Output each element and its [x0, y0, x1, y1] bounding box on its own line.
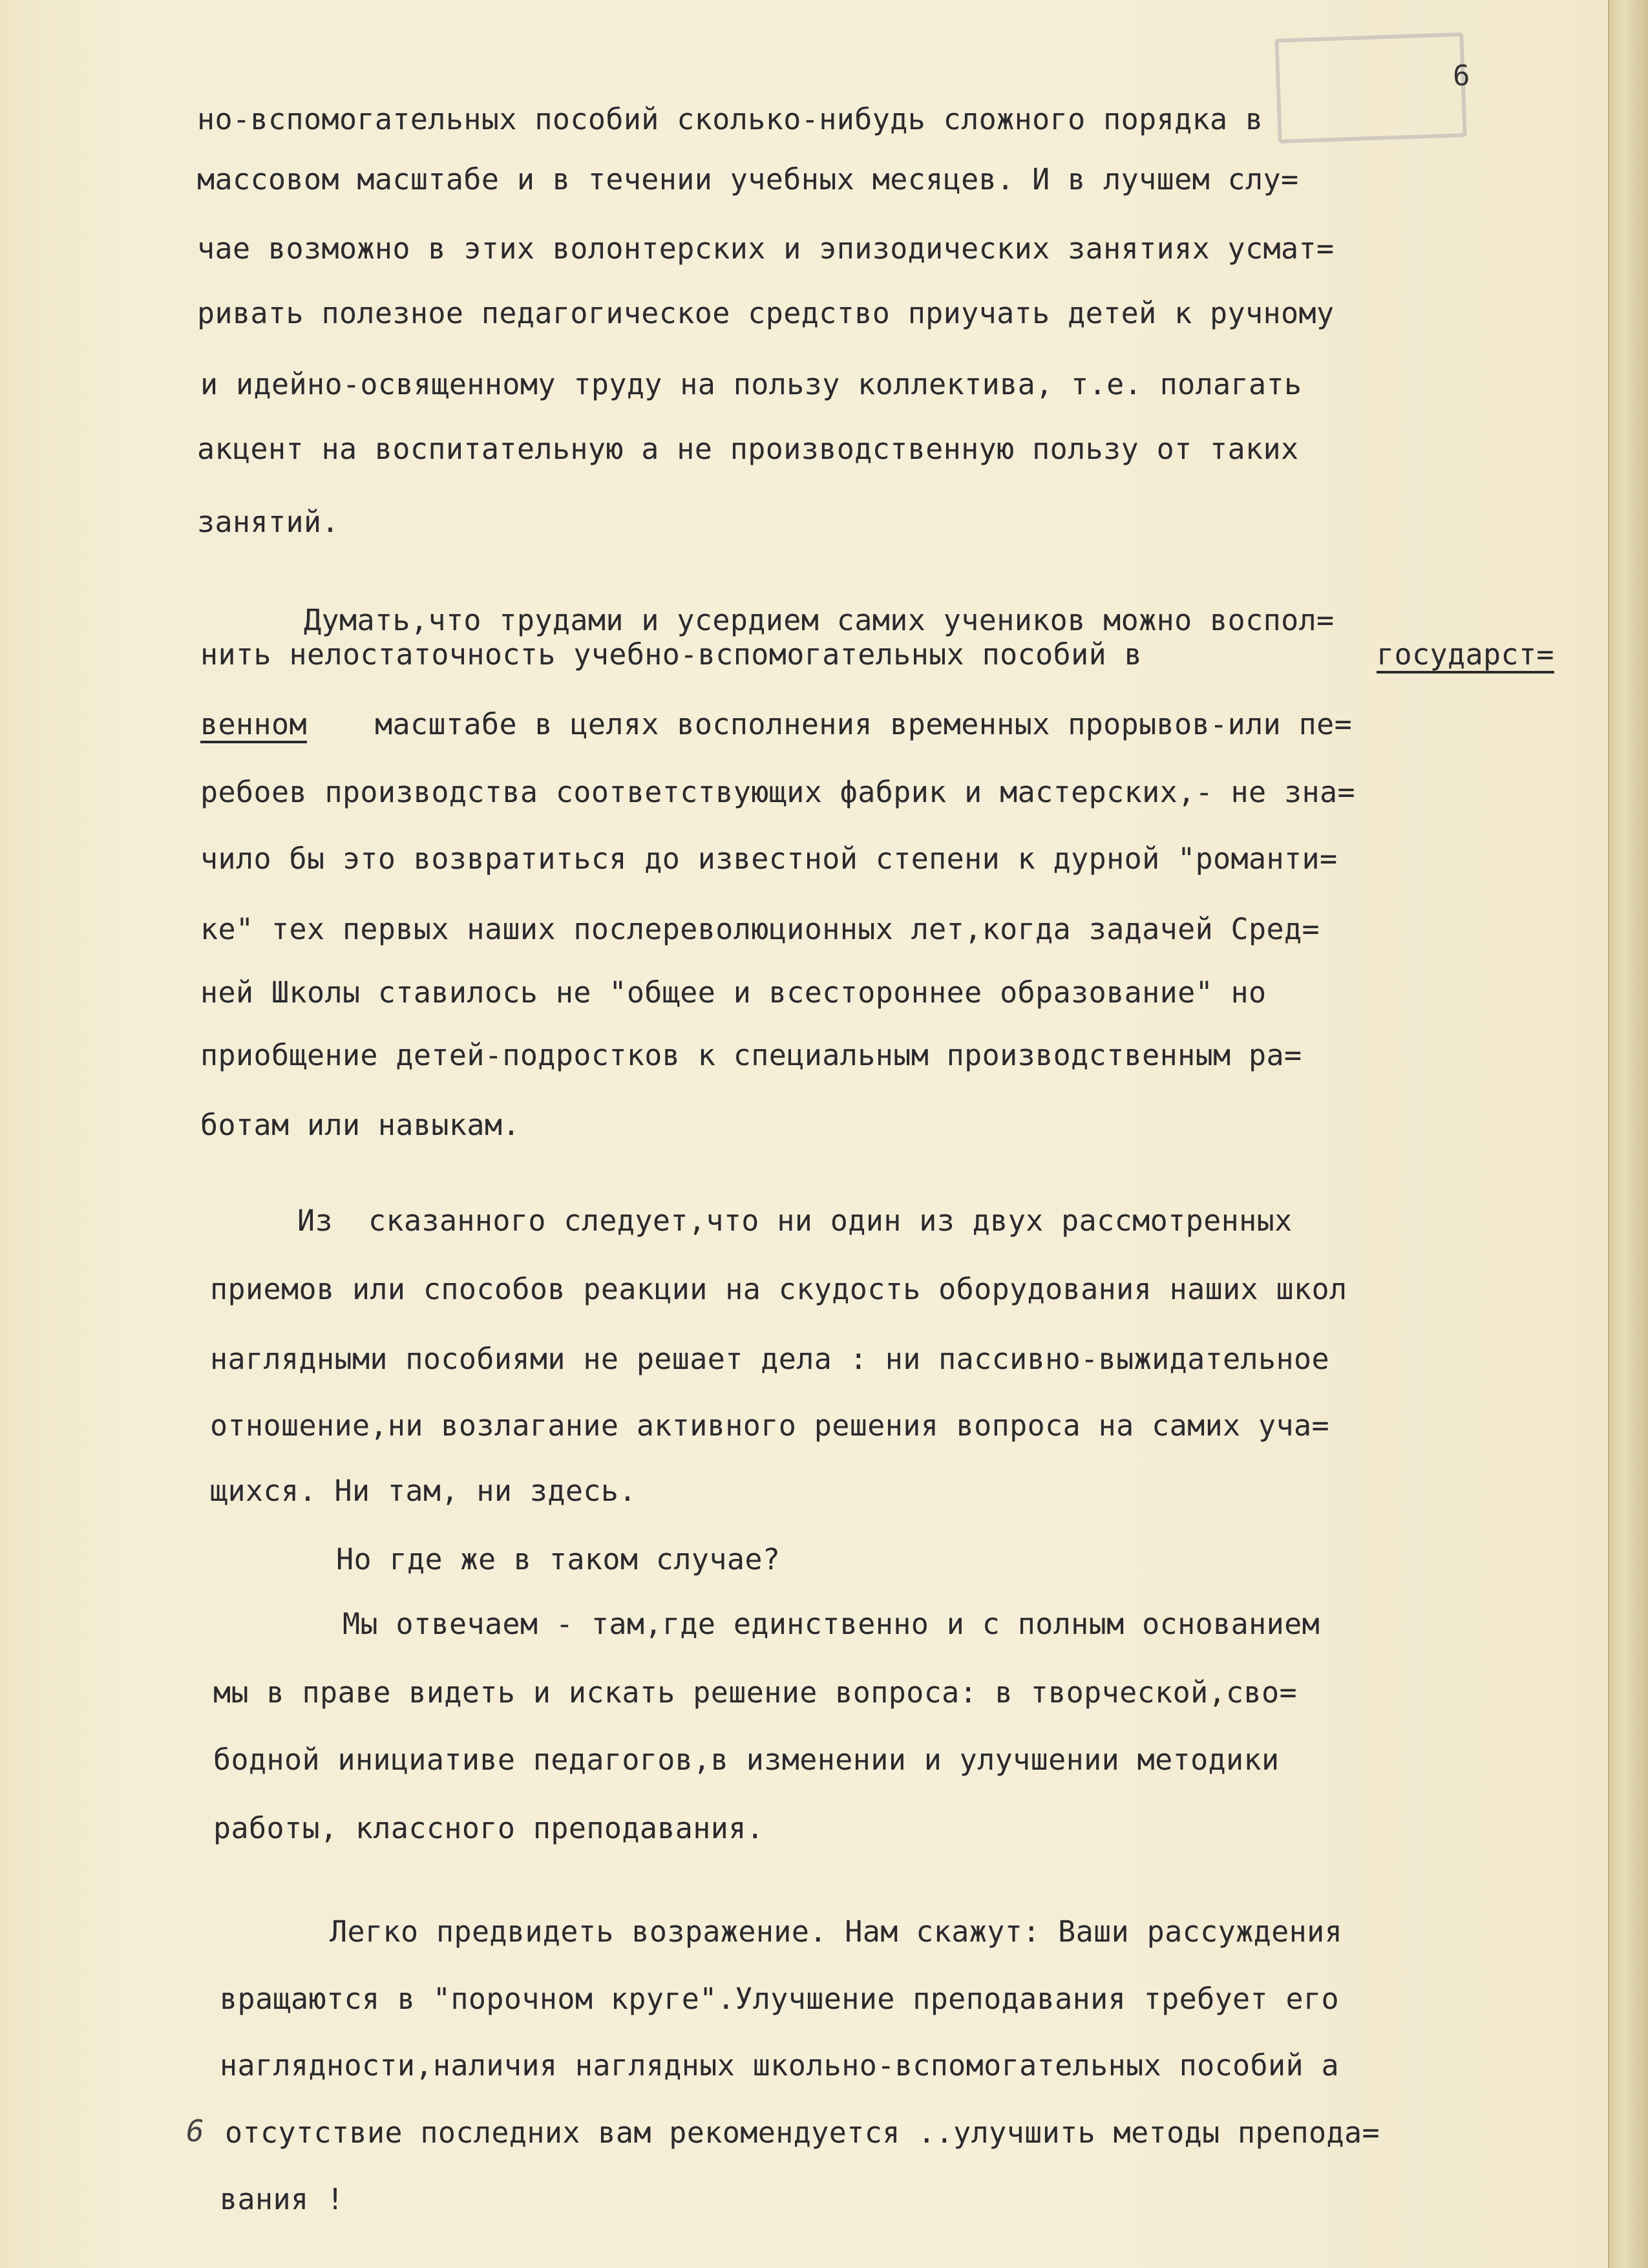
text-line: нить нелостаточность учебно-вспомогательных пособий в [200, 637, 1143, 672]
text-line: ривать полезное педагогическое средство приучать детей к ручному [197, 296, 1335, 330]
text-line: вания ! [220, 2182, 344, 2216]
underlined-word: венном [200, 707, 307, 741]
text-line: отношение,ни возлагание активного решения вопроса на самих уча= [210, 1408, 1330, 1443]
text-line: Но где же в таком случае? [336, 1542, 781, 1576]
text-line: наглядными пособиями не решает дела : ни пассивно-выжидательное [210, 1342, 1330, 1376]
text-line: мы в праве видеть и искать решение вопроса: в творческой,сво= [213, 1675, 1298, 1710]
text-line: вращаются в "порочном круге".Улучшение преподавания требует его [220, 1982, 1340, 2016]
text-line: отсутствие последних вам рекомендуется ..улучшить методы препода= [225, 2115, 1380, 2150]
text-line: ке" тех первых наших послереволюционных лет,когда задачей Сред= [200, 912, 1320, 946]
handwritten-margin-mark: 6 [186, 2114, 204, 2148]
text-line: ребоев производства соответствующих фабрик и мастерских,- не зна= [200, 775, 1355, 809]
text-line: Мы отвечаем - там,где единственно и с полным основанием [343, 1607, 1320, 1641]
text-line: масштабе в целях восполнения временных прорывов-или пе= [375, 707, 1353, 741]
text-line: приобщение детей-подростков к специальным производственным ра= [200, 1038, 1302, 1072]
text-line: щихся. Ни там, ни здесь. [210, 1474, 637, 1508]
text-line: приемов или способов реакции на скудость оборудования наших школ [210, 1272, 1347, 1306]
page-edge [1608, 0, 1648, 2268]
underlined-word: государст= [1377, 637, 1554, 672]
text-line: акцент на воспитательную а не производственную пользу от таких [197, 432, 1299, 466]
text-line: чае возможно в этих волонтерских и эпизодических занятиях усмат= [197, 231, 1335, 266]
text-line: чило бы это возвратиться до известной степени к дурной "романти= [200, 842, 1338, 876]
text-line: Думать,что трудами и усердием самих учеников можно воспол= [304, 603, 1335, 637]
text-line: массовом масштабе и в течении учебных месяцев. И в лучшем слу= [197, 162, 1299, 196]
text-line: Легко предвидеть возражение. Нам скажут: Ваши рассуждения [330, 1914, 1343, 1949]
text-line: и идейно-освященному труду на пользу коллектива, т.е. полагать [200, 367, 1302, 401]
text-line: работы, классного преподавания. [213, 1811, 765, 1845]
text-line: наглядности,наличия наглядных школьно-вспомогательных пособий а [220, 2048, 1340, 2083]
page-number: 6 [1453, 59, 1470, 92]
text-line: бодной инициативе педагогов,в изменении и улучшении методики [213, 1743, 1280, 1777]
text-line: занятий. [197, 505, 339, 539]
text-line: ней Школы ставилось не "общее и всестороннее образование" но [200, 975, 1267, 1010]
text-line: ботам или навыкам. [200, 1108, 520, 1142]
text-line: Из сказанного следует,что ни один из двух рассмотренных [297, 1203, 1293, 1238]
text-line: но-вспомогательных пособий сколько-нибудь сложного порядка в [197, 102, 1263, 136]
archive-stamp [1274, 32, 1466, 143]
